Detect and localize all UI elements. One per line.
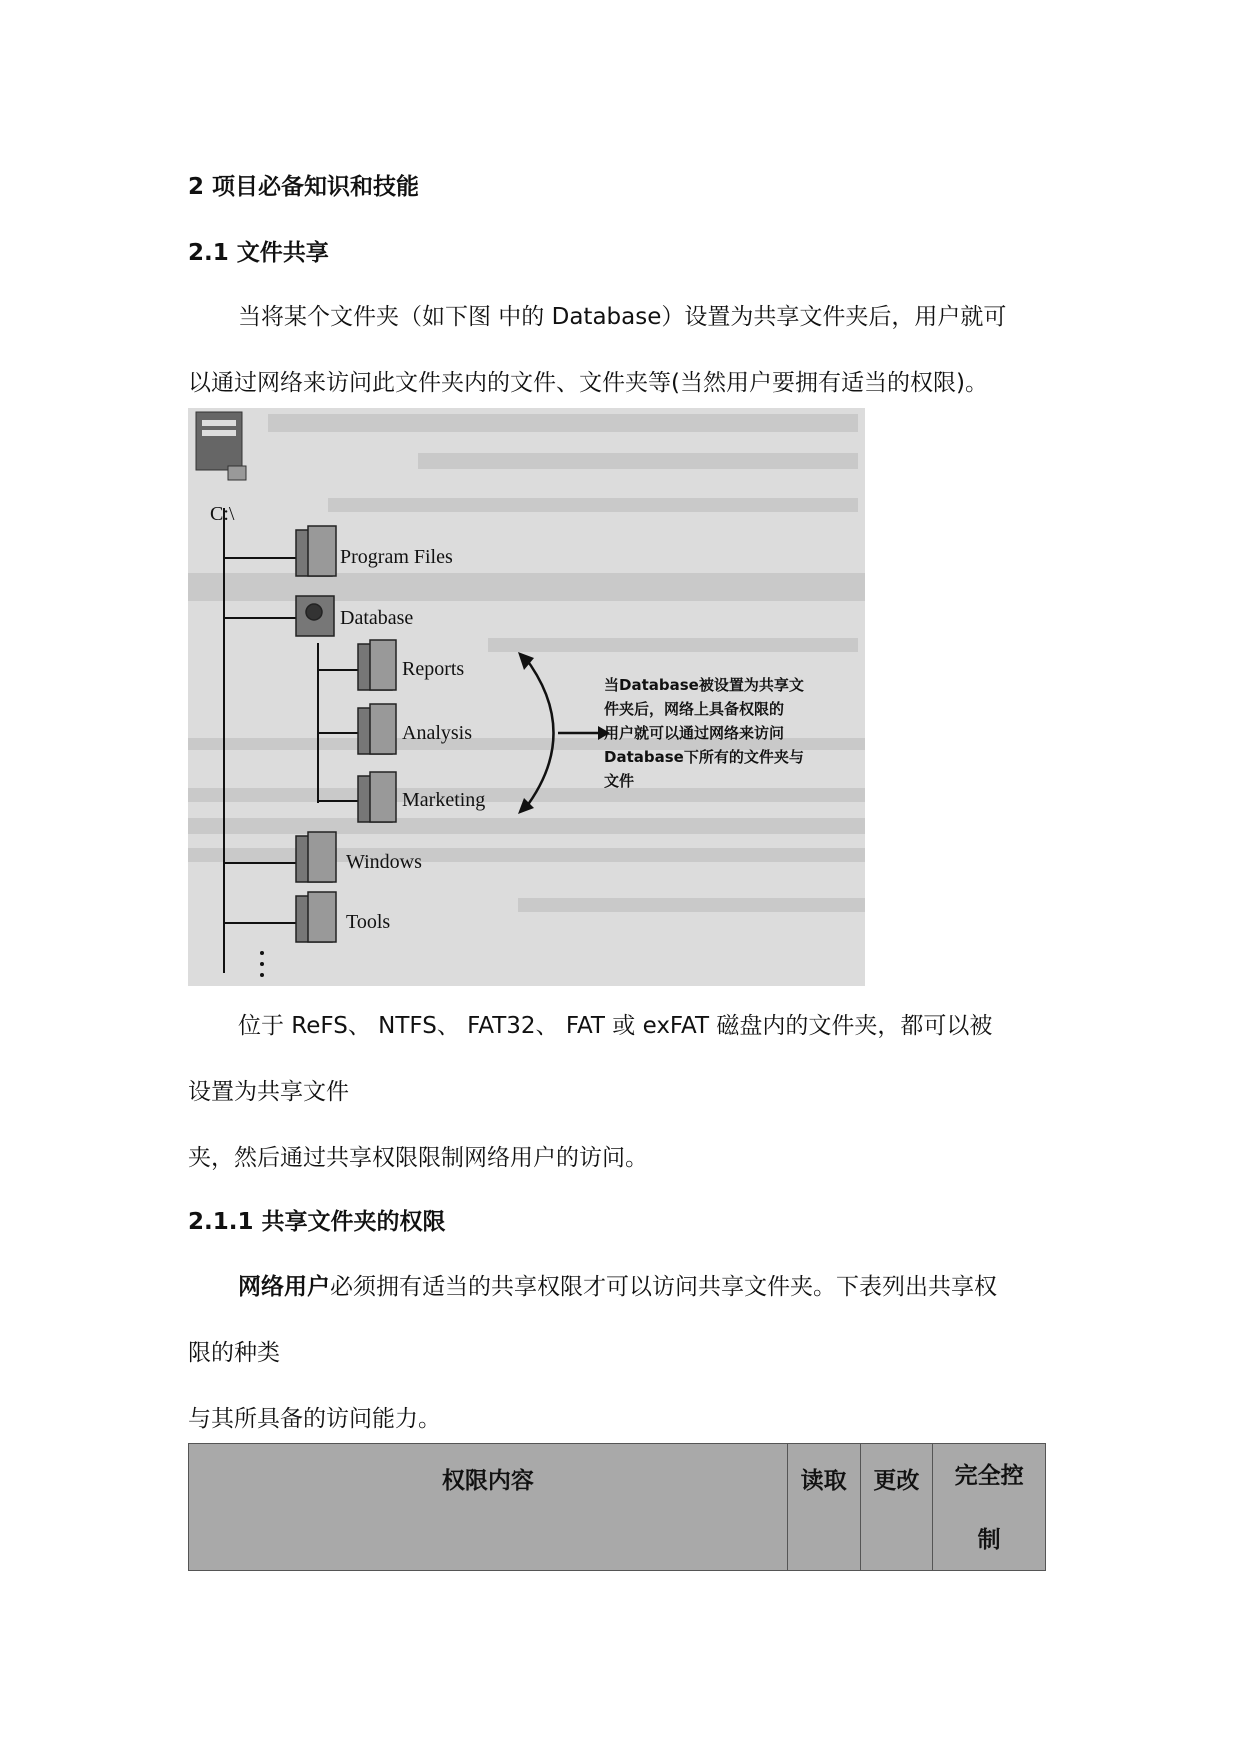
intro-line-2: 以通过网络来访问此文件夹内的文件、文件夹等(当然用户要拥有适当的权限)。 <box>188 370 988 396</box>
callout-line: 件夹后，网络上具备权限的 <box>604 700 785 718</box>
after-figure-line-3: 夹，然后通过共享权限限制网络用户的访问。 <box>188 1145 648 1171</box>
root-label: C:\ <box>210 503 235 525</box>
folder-icon <box>358 640 396 690</box>
folder-label: Analysis <box>402 722 472 744</box>
perm-intro-rest: 必须拥有适当的共享权限才可以访问共享文件夹。下表列出共享权 <box>330 1274 997 1300</box>
callout-line: 文件 <box>604 772 635 790</box>
after-figure-line-2: 设置为共享文件 <box>188 1079 349 1105</box>
intro-line-1: 当将某个文件夹（如下图 中的 Database）设置为共享文件夹后，用户就可 <box>238 304 1007 330</box>
perm-intro-line-2: 限的种类 <box>188 1340 280 1366</box>
table-header-text: 制 <box>977 1527 1001 1553</box>
callout-line: 当Database被设置为共享文 <box>604 676 804 694</box>
subsubsection-heading: 2.1.1 共享文件夹的权限 <box>188 1209 446 1235</box>
table-header-cell <box>933 1444 1046 1571</box>
table-row <box>189 1444 1046 1571</box>
server-icon <box>196 412 246 480</box>
table-header-cell: 权限内容 <box>189 1444 788 1571</box>
folder-label: Program Files <box>340 546 453 568</box>
folder-icon <box>358 772 396 822</box>
folder-label: Reports <box>402 658 465 680</box>
folder-label: Windows <box>346 851 422 873</box>
perm-intro-line-3: 与其所具备的访问能力。 <box>188 1406 441 1432</box>
table-header-cell: 读取 <box>787 1444 860 1571</box>
folder-icon <box>296 526 336 576</box>
after-figure-line-1: 位于 ReFS、 NTFS、 FAT32、 FAT 或 exFAT 磁盘内的文件夹，都可以被 <box>238 1013 993 1039</box>
folder-icon <box>358 704 396 754</box>
folder-label: Database <box>340 607 414 629</box>
table-header-cell: 更改 <box>860 1444 933 1571</box>
table-header-text: 完全控 <box>954 1463 1024 1489</box>
folder-label: Marketing <box>402 789 486 811</box>
perm-intro-bold: 网络用户 <box>238 1274 330 1300</box>
folder-share-figure <box>188 408 865 986</box>
perm-intro-line-1 <box>238 1268 997 1301</box>
callout-line: Database下所有的文件夹与 <box>604 748 804 766</box>
callout-line: 用户就可以通过网络来访问 <box>604 724 785 742</box>
folder-icon <box>296 832 336 882</box>
folder-label: Tools <box>346 911 391 933</box>
section-heading: 2 项目必备知识和技能 <box>188 174 420 200</box>
folder-icon <box>296 892 336 942</box>
permissions-table <box>188 1443 1046 1571</box>
subsection-heading: 2.1 文件共享 <box>188 240 329 266</box>
database-folder-icon <box>296 596 334 636</box>
